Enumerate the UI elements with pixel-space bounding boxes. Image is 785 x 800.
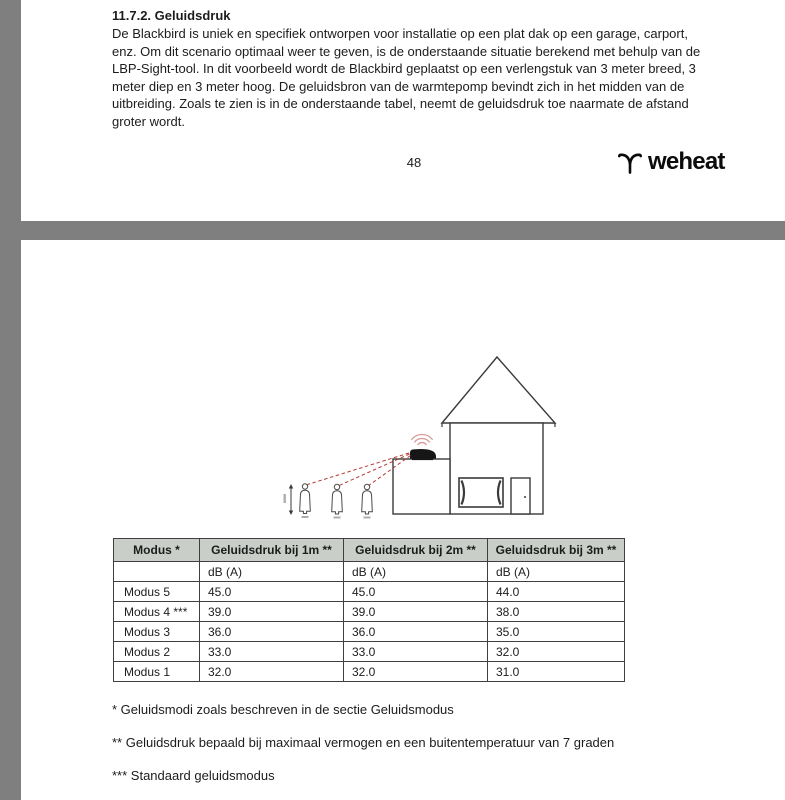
table-cell: 45.0	[344, 582, 488, 602]
table-header-cell: Geluidsdruk bij 1m **	[200, 539, 344, 562]
person-icon	[300, 484, 311, 514]
table-cell: Modus 2	[114, 642, 200, 662]
table-cell: 32.0	[344, 662, 488, 682]
table-cell: Modus 5	[114, 582, 200, 602]
viewer-left-margin	[0, 0, 21, 800]
tiny-dimension-marks	[284, 494, 371, 519]
table-cell: 32.0	[200, 662, 344, 682]
table-header-cell: Geluidsdruk bij 3m **	[488, 539, 625, 562]
table-cell: 33.0	[344, 642, 488, 662]
weheat-logo	[617, 148, 725, 176]
body-line: groter wordt.	[112, 113, 185, 129]
table-cell: dB (A)	[344, 562, 488, 582]
table-cell: dB (A)	[200, 562, 344, 582]
table-row	[114, 602, 625, 622]
table-cell: 38.0	[488, 602, 625, 622]
footnote: * Geluidsmodi zoals beschreven in de sectie Geluidsmodus	[112, 702, 454, 717]
table-header-row	[114, 539, 625, 562]
table-cell: Modus 3	[114, 622, 200, 642]
table-header-cell: Geluidsdruk bij 2m **	[344, 539, 488, 562]
table-row	[114, 582, 625, 602]
footnote: ** Geluidsdruk bepaald bij maximaal vermogen en een buitentemperatuur van 7 graden	[112, 735, 615, 750]
height-measure-arrow	[289, 484, 293, 515]
body-line: meter diep en 3 meter hoog. De geluidsbron van de warmtepomp bevindt zich in het midden van de	[112, 78, 685, 94]
body-line: De Blackbird is uniek en specifiek ontworpen voor installatie op een plat dak op een garage, carport,	[112, 26, 688, 41]
table-cell: dB (A)	[488, 562, 625, 582]
weheat-logo-icon	[617, 149, 643, 176]
table-cell: 35.0	[488, 622, 625, 642]
table-row	[114, 642, 625, 662]
table-cell: 36.0	[200, 622, 344, 642]
page-number: 48	[406, 155, 422, 170]
table-cell: 44.0	[488, 582, 625, 602]
body-line: enz. Om dit scenario optimaal weer te geven, is de onderstaande situatie berekend met behulp van de	[112, 43, 701, 59]
person-icon	[362, 484, 373, 514]
noise-diagram	[270, 345, 570, 537]
table-cell: Modus 4 ***	[114, 602, 200, 622]
door-icon	[511, 478, 530, 514]
brand-name: weheat	[648, 148, 725, 175]
sound-waves-icon	[412, 435, 433, 445]
footnote: *** Standaard geluidsmodus	[112, 768, 275, 783]
table-cell: 36.0	[344, 622, 488, 642]
window-icon	[459, 478, 503, 507]
house-roof-icon	[442, 357, 555, 427]
heat-pump-icon	[410, 449, 436, 459]
body-line: uitbreiding. Zoals te zien is in de onderstaande tabel, neemt de geluidsdruk toe naarmate de afstand	[112, 96, 689, 111]
body-line: LBP-Sight-tool. In dit voorbeeld wordt de Blackbird geplaatst op een verlengstuk van 3 meter breed, 3	[112, 61, 696, 76]
table-cell: 32.0	[488, 642, 625, 662]
table-cell: 39.0	[200, 602, 344, 622]
table-cell: 39.0	[344, 602, 488, 622]
table-header-cell: Modus *	[114, 539, 200, 562]
table-row	[114, 662, 625, 682]
table-unit-row	[114, 562, 625, 582]
table-cell: 45.0	[200, 582, 344, 602]
body-paragraph	[112, 25, 728, 130]
table-cell: 33.0	[200, 642, 344, 662]
extension-icon	[393, 459, 450, 514]
table-row	[114, 622, 625, 642]
page-gap-separator	[0, 221, 785, 240]
table-cell: 31.0	[488, 662, 625, 682]
table-cell: Modus 1	[114, 662, 200, 682]
sound-pressure-table	[113, 538, 625, 682]
person-icon	[332, 484, 343, 514]
heat-pump-base	[412, 459, 433, 461]
table-cell	[114, 562, 200, 582]
section-heading: 11.7.2. Geluidsdruk	[112, 8, 231, 23]
